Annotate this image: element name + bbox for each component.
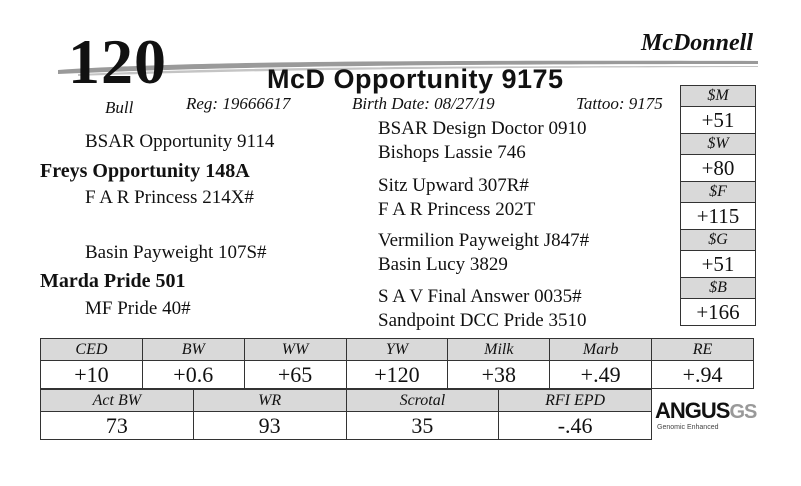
index-label-f: $F xyxy=(681,181,755,202)
ggp-5: Vermilion Payweight J847# xyxy=(378,230,590,251)
perf-value-act-bw: 73 xyxy=(41,412,194,440)
performance-table xyxy=(40,389,652,440)
ggp-7: S A V Final Answer 0035# xyxy=(378,286,582,307)
index-value-w: +80 xyxy=(681,154,755,181)
ggp-4: F A R Princess 202T xyxy=(378,199,536,220)
epd-header-ced: CED xyxy=(41,339,143,361)
dam-sire: Basin Payweight 107S# xyxy=(85,242,267,263)
epd-value-ww: +65 xyxy=(244,361,346,389)
index-label-b: $B xyxy=(681,277,755,298)
ggp-2: Bishops Lassie 746 xyxy=(378,142,526,163)
index-column xyxy=(680,85,756,326)
index-value-m: +51 xyxy=(681,106,755,133)
perf-header-wr: WR xyxy=(193,390,346,412)
birth-date: Birth Date: 08/27/19 xyxy=(352,94,495,113)
epd-table xyxy=(40,338,754,389)
index-label-m: $M xyxy=(681,86,755,106)
perf-value-wr: 93 xyxy=(193,412,346,440)
epd-value-yw: +120 xyxy=(346,361,448,389)
epd-value-milk: +38 xyxy=(448,361,550,389)
angus-logo-tagline: Genomic Enhanced xyxy=(657,424,719,431)
index-value-b: +166 xyxy=(681,298,755,325)
sire-sire: BSAR Opportunity 9114 xyxy=(85,131,275,152)
epd-header-bw: BW xyxy=(142,339,244,361)
epd-value-bw: +0.6 xyxy=(142,361,244,389)
sire-dam: F A R Princess 214X# xyxy=(85,187,254,208)
perf-header-act-bw: Act BW xyxy=(41,390,194,412)
epd-value-re: +.94 xyxy=(652,361,754,389)
perf-value-scrotal: 35 xyxy=(346,412,499,440)
perf-header-scrotal: Scrotal xyxy=(346,390,499,412)
epd-value-ced: +10 xyxy=(41,361,143,389)
epd-header-milk: Milk xyxy=(448,339,550,361)
ggp-8: Sandpoint DCC Pride 3510 xyxy=(378,310,587,331)
index-label-g: $G xyxy=(681,229,755,250)
angus-logo-word: ANGUS xyxy=(655,398,730,423)
epd-header-marb: Marb xyxy=(550,339,652,361)
animal-name: McD Opportunity 9175 xyxy=(267,64,564,94)
sex-label: Bull xyxy=(105,98,134,117)
epd-value-marb: +.49 xyxy=(550,361,652,389)
lot-number: 120 xyxy=(68,26,167,97)
index-value-f: +115 xyxy=(681,202,755,229)
angus-gs-logo xyxy=(655,398,757,434)
perf-header-rfi-epd: RFI EPD xyxy=(499,390,652,412)
epd-header-re: RE xyxy=(652,339,754,361)
epd-header-yw: YW xyxy=(346,339,448,361)
epd-header-ww: WW xyxy=(244,339,346,361)
tattoo: Tattoo: 9175 xyxy=(576,94,663,113)
index-label-w: $W xyxy=(681,133,755,154)
perf-value-rfi-epd: -.46 xyxy=(499,412,652,440)
ggp-6: Basin Lucy 3829 xyxy=(378,254,508,275)
dam: Marda Pride 501 xyxy=(40,270,186,292)
consignor-name: McDonnell xyxy=(640,30,753,56)
ggp-3: Sitz Upward 307R# xyxy=(378,175,529,196)
dam-dam: MF Pride 40# xyxy=(85,298,191,319)
sire: Freys Opportunity 148A xyxy=(40,160,250,182)
registration-number: Reg: 19666617 xyxy=(186,94,291,113)
angus-logo-suffix: GS xyxy=(729,401,757,423)
index-value-g: +51 xyxy=(681,250,755,277)
ggp-1: BSAR Design Doctor 0910 xyxy=(378,118,587,139)
